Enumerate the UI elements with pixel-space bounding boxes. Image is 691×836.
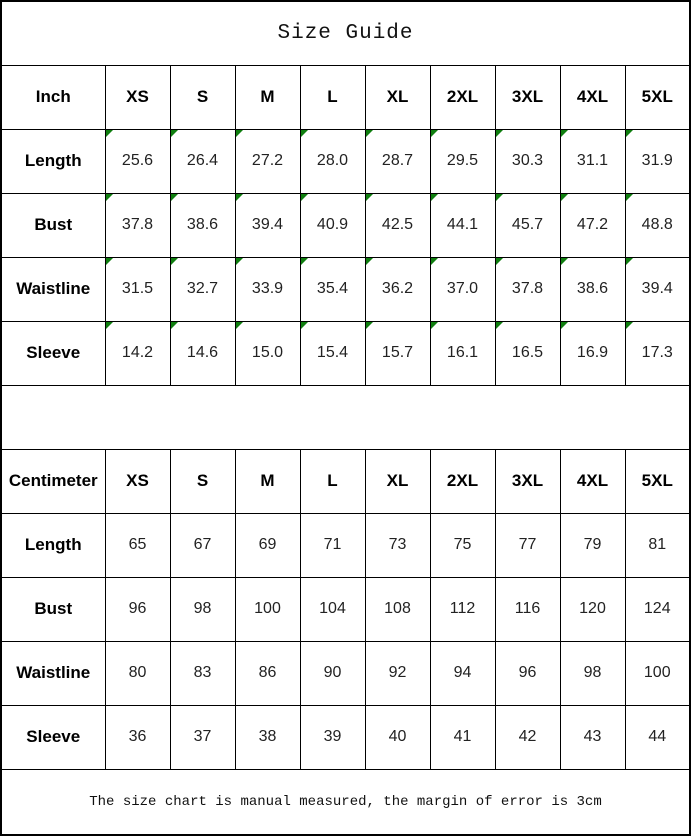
excel-flag-icon [106, 194, 113, 201]
value-cell [625, 641, 690, 705]
value-cell [625, 193, 690, 257]
value-cell [365, 129, 430, 193]
value-text: 38.6 [576, 280, 609, 297]
value-text: 120 [579, 600, 606, 617]
value-cell [170, 129, 235, 193]
value-cell [560, 641, 625, 705]
value-text: 27.2 [251, 152, 284, 169]
value-text: 75 [453, 536, 472, 553]
value-text: 96 [518, 664, 537, 681]
size-guide-body [1, 1, 690, 835]
value-cell [105, 193, 170, 257]
excel-flag-icon [171, 194, 178, 201]
value-cell [430, 129, 495, 193]
value-cell [300, 513, 365, 577]
value-text: 44 [648, 728, 667, 745]
row-label-cell: Sleeve [1, 705, 105, 769]
excel-flag-icon [496, 194, 503, 201]
row-label-cell: Waistline [1, 641, 105, 705]
value-text: 73 [388, 536, 407, 553]
excel-flag-icon [496, 322, 503, 329]
value-cell [105, 257, 170, 321]
value-cell [105, 513, 170, 577]
value-text: 29.5 [446, 152, 479, 169]
value-cell [300, 705, 365, 769]
value-cell [430, 257, 495, 321]
value-text: 39.4 [641, 280, 673, 297]
value-cell [170, 321, 235, 385]
value-text: 94 [453, 664, 472, 681]
value-cell [170, 641, 235, 705]
excel-flag-icon [626, 130, 633, 137]
size-header-cell: L [300, 65, 365, 129]
excel-flag-icon [236, 322, 243, 329]
excel-flag-icon [301, 322, 308, 329]
value-text: 39.4 [251, 216, 284, 233]
value-text: 42 [518, 728, 537, 745]
value-text: 81 [648, 536, 667, 553]
spacer-cell [1, 385, 690, 449]
value-cell [105, 577, 170, 641]
value-cell [170, 577, 235, 641]
value-cell [560, 129, 625, 193]
value-cell [430, 513, 495, 577]
row-label-cell: Bust [1, 577, 105, 641]
size-header-cell: 2XL [430, 65, 495, 129]
measure-row [1, 193, 690, 257]
value-text: 14.2 [121, 344, 154, 361]
value-text: 30.3 [511, 152, 544, 169]
size-header-cell: 3XL [495, 449, 560, 513]
value-text: 38.6 [186, 216, 219, 233]
excel-flag-icon [496, 258, 503, 265]
value-cell [235, 193, 300, 257]
excel-flag-icon [366, 258, 373, 265]
value-cell [625, 321, 690, 385]
excel-flag-icon [626, 322, 633, 329]
value-text: 31.9 [641, 152, 673, 169]
value-text: 98 [193, 600, 212, 617]
value-text: 37.8 [511, 280, 544, 297]
excel-flag-icon [171, 258, 178, 265]
value-text: 47.2 [576, 216, 609, 233]
value-cell [625, 257, 690, 321]
measure-row [1, 129, 690, 193]
value-text: 40 [388, 728, 407, 745]
value-text: 16.9 [576, 344, 609, 361]
value-text: 124 [643, 600, 671, 617]
excel-flag-icon [431, 194, 438, 201]
value-text: 16.1 [446, 344, 479, 361]
excel-flag-icon [236, 258, 243, 265]
value-cell [495, 513, 560, 577]
footer-note: The size chart is manual measured, the margin of error is 3cm [1, 769, 690, 835]
excel-flag-icon [366, 194, 373, 201]
value-text: 36.2 [381, 280, 414, 297]
size-header-cell: S [170, 65, 235, 129]
value-cell [235, 321, 300, 385]
value-cell [105, 705, 170, 769]
value-text: 39 [323, 728, 342, 745]
value-cell [235, 705, 300, 769]
size-header-cell: S [170, 449, 235, 513]
value-cell [430, 193, 495, 257]
value-text: 44.1 [446, 216, 479, 233]
value-cell [300, 129, 365, 193]
row-label-cell: Length [1, 129, 105, 193]
value-text: 83 [193, 664, 212, 681]
value-cell [235, 641, 300, 705]
value-text: 41 [453, 728, 472, 745]
size-header-cell: 4XL [560, 65, 625, 129]
row-label-cell: Sleeve [1, 321, 105, 385]
value-text: 65 [128, 536, 147, 553]
value-text: 16.5 [511, 344, 544, 361]
value-cell [560, 705, 625, 769]
excel-flag-icon [366, 130, 373, 137]
value-text: 26.4 [186, 152, 219, 169]
value-cell [105, 129, 170, 193]
excel-flag-icon [236, 130, 243, 137]
size-header-cell: 2XL [430, 449, 495, 513]
value-cell [560, 513, 625, 577]
value-cell [495, 321, 560, 385]
value-text: 96 [128, 600, 147, 617]
row-label-cell: Bust [1, 193, 105, 257]
value-text: 45.7 [511, 216, 544, 233]
value-text: 86 [258, 664, 277, 681]
value-text: 28.7 [381, 152, 414, 169]
value-text: 31.1 [576, 152, 609, 169]
value-text: 14.6 [186, 344, 219, 361]
value-cell [105, 641, 170, 705]
measure-row [1, 513, 690, 577]
value-text: 112 [449, 600, 476, 617]
row-label-cell: Waistline [1, 257, 105, 321]
value-cell [170, 705, 235, 769]
value-cell [105, 321, 170, 385]
value-text: 90 [323, 664, 342, 681]
value-text: 37.8 [121, 216, 154, 233]
excel-flag-icon [236, 194, 243, 201]
size-header-cell: M [235, 65, 300, 129]
value-cell [300, 577, 365, 641]
footer-row [1, 769, 690, 835]
inch-header-row [1, 65, 690, 129]
value-text: 35.4 [316, 280, 349, 297]
excel-flag-icon [301, 130, 308, 137]
excel-flag-icon [431, 130, 438, 137]
value-cell [365, 705, 430, 769]
value-cell [560, 321, 625, 385]
value-cell [430, 641, 495, 705]
value-text: 32.7 [186, 280, 219, 297]
value-cell [560, 577, 625, 641]
excel-flag-icon [431, 258, 438, 265]
value-text: 80 [128, 664, 147, 681]
value-cell [495, 705, 560, 769]
value-cell [235, 257, 300, 321]
size-header-cell: XS [105, 65, 170, 129]
value-text: 42.5 [381, 216, 414, 233]
excel-flag-icon [106, 130, 113, 137]
value-cell [235, 513, 300, 577]
excel-flag-icon [171, 322, 178, 329]
value-text: 77 [518, 536, 537, 553]
value-text: 31.5 [121, 280, 154, 297]
value-cell [365, 641, 430, 705]
value-cell [300, 641, 365, 705]
size-header-cell: XL [365, 449, 430, 513]
excel-flag-icon [561, 130, 568, 137]
value-cell [495, 193, 560, 257]
row-label-cell: Length [1, 513, 105, 577]
size-header-cell: 5XL [625, 449, 690, 513]
value-cell [235, 577, 300, 641]
value-text: 15.7 [381, 344, 414, 361]
excel-flag-icon [431, 322, 438, 329]
value-text: 37.0 [446, 280, 479, 297]
value-cell [235, 129, 300, 193]
excel-flag-icon [496, 130, 503, 137]
measure-row [1, 257, 690, 321]
value-cell [495, 257, 560, 321]
value-text: 37 [193, 728, 212, 745]
unit-header-cell: Inch [1, 65, 105, 129]
value-text: 116 [514, 600, 541, 617]
size-header-cell: 4XL [560, 449, 625, 513]
excel-flag-icon [561, 258, 568, 265]
value-cell [300, 257, 365, 321]
value-text: 79 [583, 536, 602, 553]
value-cell [365, 577, 430, 641]
size-header-cell: 5XL [625, 65, 690, 129]
value-text: 28.0 [316, 152, 349, 169]
value-cell [625, 129, 690, 193]
title-row [1, 1, 690, 65]
excel-flag-icon [171, 130, 178, 137]
excel-flag-icon [301, 258, 308, 265]
value-text: 104 [319, 600, 346, 617]
excel-flag-icon [561, 194, 568, 201]
value-text: 108 [384, 600, 411, 617]
excel-flag-icon [106, 258, 113, 265]
value-text: 36 [128, 728, 147, 745]
value-cell [300, 193, 365, 257]
value-text: 15.4 [316, 344, 349, 361]
value-text: 40.9 [316, 216, 349, 233]
value-cell [365, 321, 430, 385]
value-cell [625, 513, 690, 577]
value-cell [170, 193, 235, 257]
value-cell [495, 577, 560, 641]
value-cell [365, 513, 430, 577]
size-header-cell: 3XL [495, 65, 560, 129]
value-cell [430, 321, 495, 385]
value-text: 71 [323, 536, 342, 553]
size-header-cell: L [300, 449, 365, 513]
unit-header-cell: Centimeter [1, 449, 105, 513]
value-cell [495, 129, 560, 193]
size-header-cell: XS [105, 449, 170, 513]
value-text: 98 [583, 664, 602, 681]
value-text: 15.0 [251, 344, 284, 361]
value-text: 67 [193, 536, 212, 553]
value-text: 69 [258, 536, 277, 553]
value-cell [170, 513, 235, 577]
measure-row [1, 321, 690, 385]
value-text: 100 [254, 600, 281, 617]
spacer-row [1, 385, 690, 449]
size-header-cell: M [235, 449, 300, 513]
measure-row [1, 705, 690, 769]
excel-flag-icon [366, 322, 373, 329]
value-cell [300, 321, 365, 385]
value-text: 92 [388, 664, 407, 681]
excel-flag-icon [561, 322, 568, 329]
value-text: 17.3 [641, 344, 673, 361]
value-cell [365, 257, 430, 321]
excel-flag-icon [106, 322, 113, 329]
value-cell [625, 705, 690, 769]
value-cell [560, 193, 625, 257]
excel-flag-icon [626, 194, 633, 201]
measure-row [1, 641, 690, 705]
value-cell [430, 705, 495, 769]
value-text: 33.9 [251, 280, 284, 297]
value-cell [170, 257, 235, 321]
value-cell [365, 193, 430, 257]
value-text: 100 [643, 664, 671, 681]
value-text: 38 [258, 728, 277, 745]
value-text: 43 [583, 728, 602, 745]
value-text: 48.8 [641, 216, 673, 233]
value-cell [560, 257, 625, 321]
value-cell [430, 577, 495, 641]
value-cell [625, 577, 690, 641]
value-text: 25.6 [121, 152, 154, 169]
page-title: Size Guide [1, 1, 690, 65]
cm-header-row [1, 449, 690, 513]
excel-flag-icon [301, 194, 308, 201]
excel-flag-icon [626, 258, 633, 265]
size-header-cell: XL [365, 65, 430, 129]
measure-row [1, 577, 690, 641]
value-cell [495, 641, 560, 705]
